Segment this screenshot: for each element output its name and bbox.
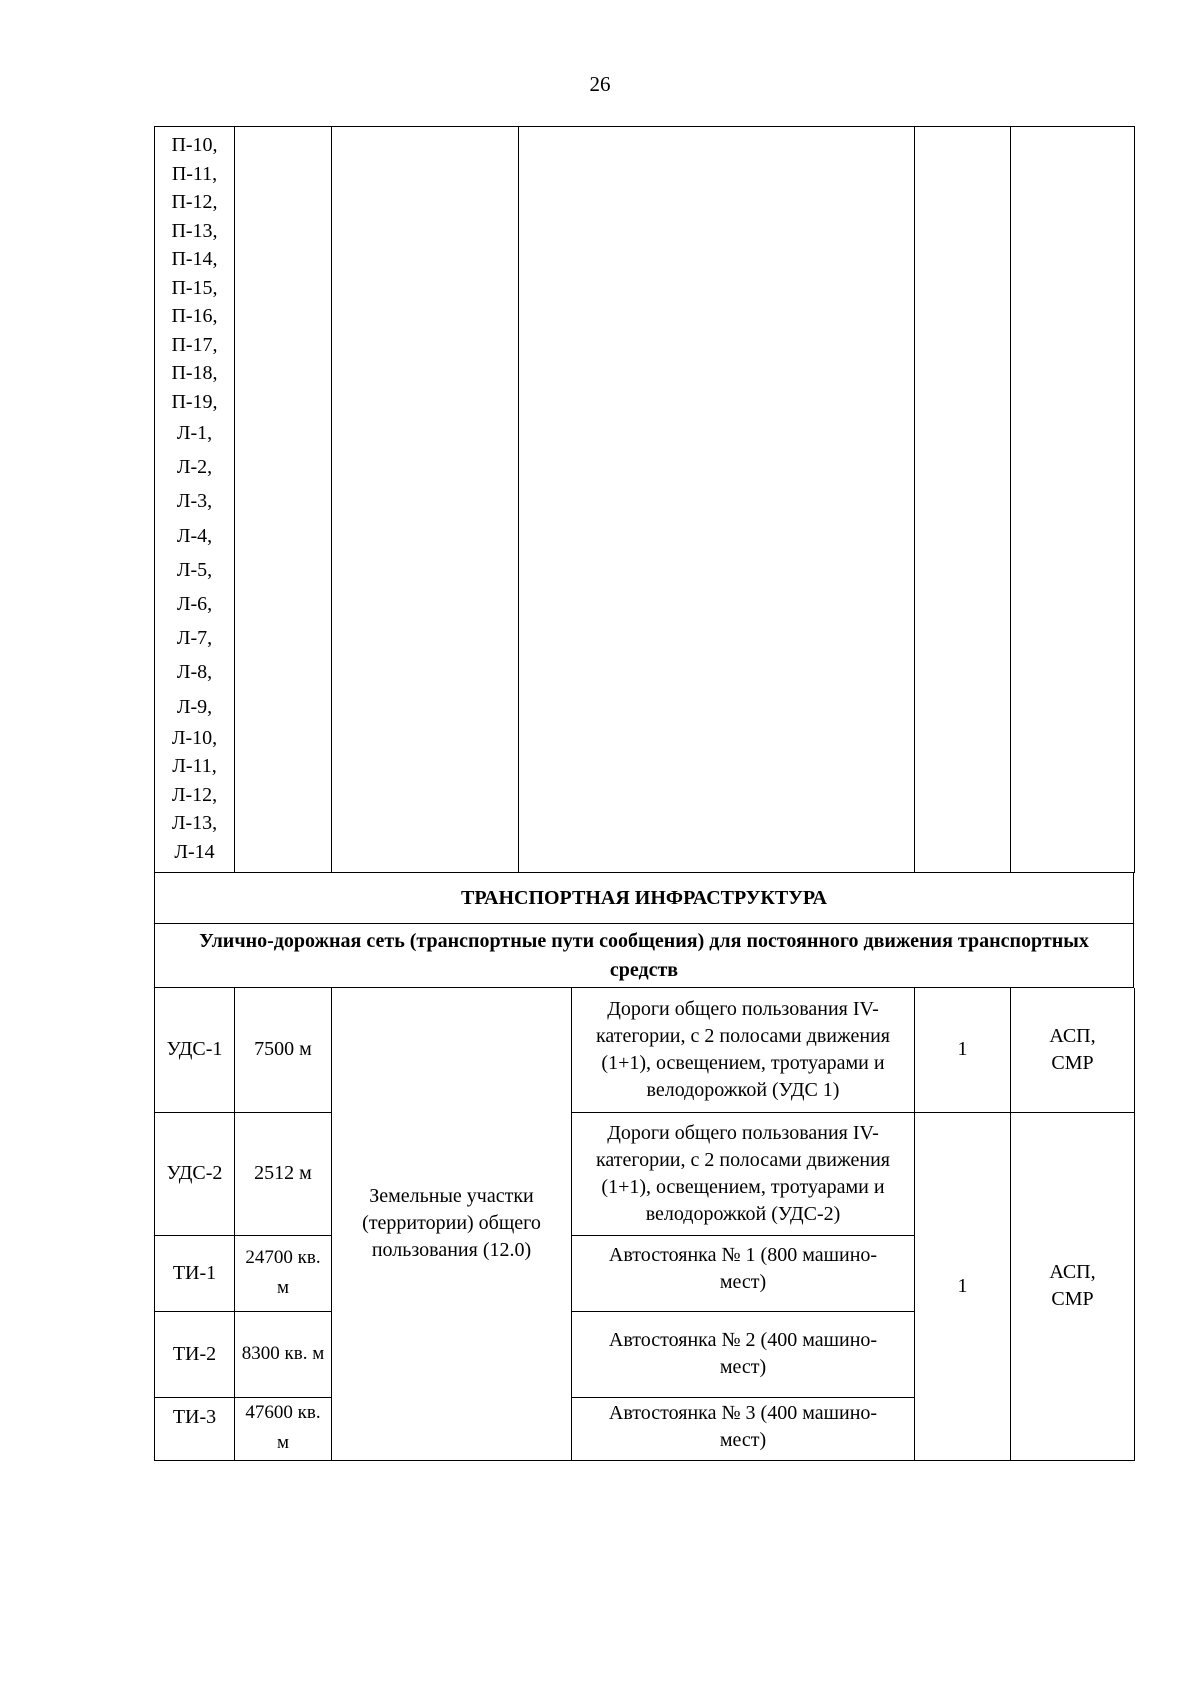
empty-cell: [235, 127, 332, 873]
executor-cell: АСП, СМР: [1011, 988, 1135, 1112]
row-size: 47600 кв. м: [235, 1397, 332, 1460]
row-description: Дороги общего пользования IV-категории, с 2 полосами движения (1+1), освещением, тротуарами и велодорожкой (УДС 1): [572, 988, 915, 1112]
continuation-codes-cell: [155, 127, 235, 873]
row-code: ТИ-2: [155, 1311, 235, 1397]
empty-cell: [519, 127, 915, 873]
row-description: Дороги общего пользования IV-категории, с 2 полосами движения (1+1), освещением, тротуарами и велодорожкой (УДС-2): [572, 1112, 915, 1235]
code-line: Л-2,: [176, 456, 213, 479]
code-line: Л-13,: [171, 812, 218, 835]
code-line: П-15,: [171, 276, 218, 299]
row-size: 8300 кв. м: [235, 1311, 332, 1397]
executor-cell: АСП, СМР: [1011, 1112, 1135, 1460]
row-code: УДС-1: [155, 988, 235, 1112]
continuation-table: [154, 126, 1135, 873]
code-line: П-10,: [171, 134, 218, 156]
code-line: Л-6,: [176, 593, 213, 616]
code-line: П-11,: [171, 162, 218, 185]
row-size: 7500 м: [235, 988, 332, 1112]
code-line: Л-9,: [176, 695, 213, 718]
code-line: П-13,: [171, 219, 218, 242]
subsection-title: Улично-дорожная сеть (транспортные пути сообщения) для постоянного движения транспортных средств: [154, 924, 1134, 988]
row-code: УДС-2: [155, 1112, 235, 1235]
stage-cell: 1: [915, 988, 1011, 1112]
row-description: Автостоянка № 3 (400 машино-мест): [572, 1397, 915, 1460]
row-code: ТИ-3: [155, 1397, 235, 1460]
empty-cell: [1011, 127, 1135, 873]
code-line: П-18,: [171, 362, 218, 384]
code-line: П-17,: [171, 333, 218, 356]
code-line: Л-4,: [176, 524, 213, 547]
empty-cell: [915, 127, 1011, 873]
row-description: Автостоянка № 1 (800 машино-мест): [572, 1235, 915, 1311]
code-line: Л-3,: [176, 490, 213, 513]
row-description: Автостоянка № 2 (400 машино-мест): [572, 1311, 915, 1397]
section-title: ТРАНСПОРТНАЯ ИНФРАСТРУКТУРА: [154, 873, 1134, 924]
code-line: Л-5,: [176, 558, 213, 581]
code-line: Л-12,: [171, 783, 218, 806]
code-line: П-16,: [171, 305, 218, 327]
row-code: ТИ-1: [155, 1235, 235, 1311]
code-line: Л-10,: [171, 726, 218, 749]
table-row: [155, 988, 1135, 1112]
transport-table: [154, 988, 1135, 1461]
code-line: П-14,: [171, 248, 218, 270]
code-line: Л-7,: [176, 627, 213, 650]
row-size: 24700 кв. м: [235, 1235, 332, 1311]
page-number: 26: [589, 72, 611, 96]
code-line: Л-14: [174, 840, 215, 863]
table-row: [155, 1112, 1135, 1235]
empty-cell: [332, 127, 519, 873]
land-plots-cell: Земельные участки (территории) общего пользования (12.0): [332, 988, 572, 1460]
code-line: Л-1,: [176, 422, 213, 444]
code-line: Л-8,: [176, 661, 213, 684]
code-line: П-19,: [171, 390, 218, 413]
code-line: П-12,: [171, 191, 218, 213]
row-size: 2512 м: [235, 1112, 332, 1235]
stage-cell: 1: [915, 1112, 1011, 1460]
code-line: Л-11,: [172, 755, 217, 778]
